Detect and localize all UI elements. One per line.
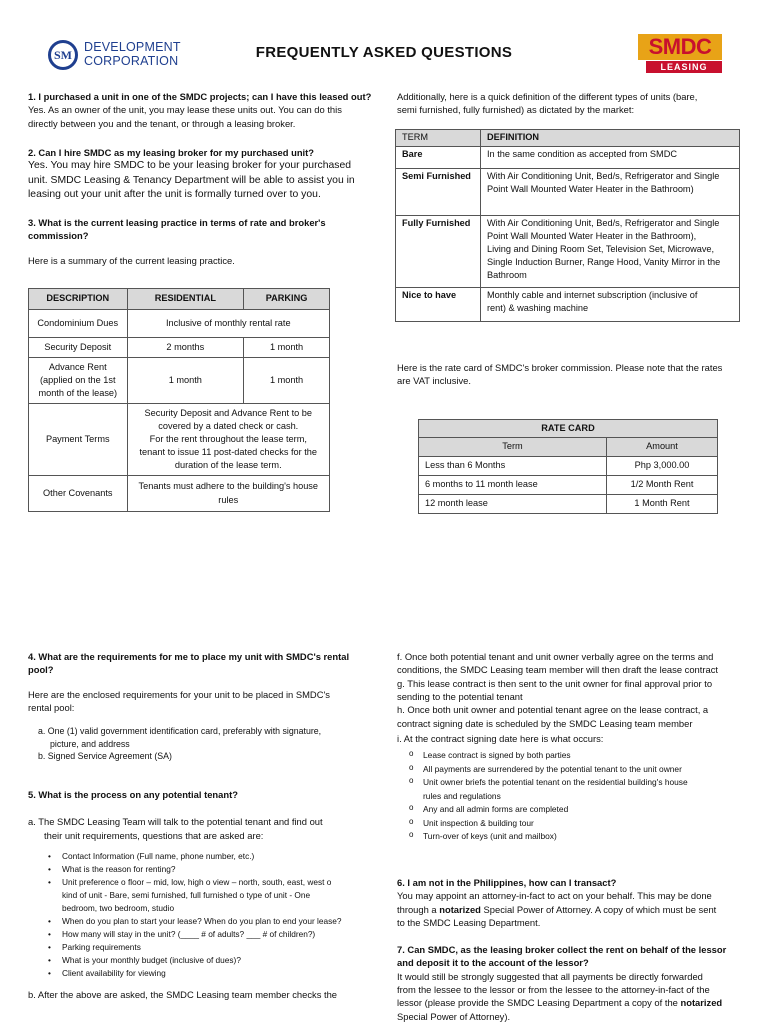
rate-card-intro: Here is the rate card of SMDC's broker commission. Please note that the rates are VAT inclusive. xyxy=(397,362,723,387)
requirements-list: a. One (1) valid government identification card, preferably with signature, picture, and address b. Signed Service Agreement (SA) xyxy=(38,726,322,762)
smdc-logo-text: SMDC xyxy=(648,34,712,59)
table-row: Other Covenants Tenants must adhere to the building's house rules xyxy=(29,476,330,512)
sm-logo-mark: SM xyxy=(48,40,78,70)
q3-question-1: 3. What is the current leasing practice in terms of rate and broker's xyxy=(28,217,326,228)
col-residential: RESIDENTIAL xyxy=(127,289,244,310)
table-row: Less than 6 Months Php 3,000.00 xyxy=(419,457,718,476)
table-row: Condominium Dues Inclusive of monthly rental rate xyxy=(29,310,330,338)
faq-q3 xyxy=(28,216,373,267)
q3-question-2: commission? xyxy=(28,230,89,242)
rate-card-table xyxy=(418,419,718,514)
leasing-practice-table xyxy=(28,288,330,512)
unit-types-intro: Additionally, here is a quick definition of the different types of units (bare, semi furnished, fully furnished) as dictated by the market: xyxy=(397,91,698,116)
unit-types-table xyxy=(395,129,740,322)
faq-q1 xyxy=(28,90,373,130)
col-description: DESCRIPTION xyxy=(29,289,128,310)
rate-card-title: RATE CARD xyxy=(419,420,718,438)
table-row: 12 month lease 1 Month Rent xyxy=(419,495,718,514)
table-header-row: Term Amount xyxy=(419,438,718,457)
faq-q6: 6. I am not in the Philippines, how can I transact? You may appoint an attorney-in-fact to act on your behalf. This may be done through a notarized Special Power of Attorney. A copy of which must be sent to the SMDC Leasing Department. xyxy=(397,877,717,929)
q2-answer-1: Yes. You may hire SMDC to be your leasing broker for your purchased xyxy=(28,160,352,172)
faq-q4: 4. What are the requirements for me to place my unit with SMDC's rental pool? Here are the enclosed requirements for your unit to be placed in SMDC's rental pool: a. One (1) valid government identification card, preferably with signature, picture, and address b. Signed Service Agreement (SA) xyxy=(28,650,373,763)
q2-answer-3: leasing out your unit after the unit is formally turned over to you. xyxy=(28,189,321,201)
q1-answer-2: directly between you and the tenant, or through a leasing broker. xyxy=(28,117,296,129)
table-row: Security Deposit 2 months 1 month xyxy=(29,338,330,358)
table-header-row xyxy=(396,130,740,147)
col-term: TERM xyxy=(396,130,481,147)
q2-answer-2: unit. SMDC Leasing & Tenancy Department will be able to assist you in xyxy=(28,174,355,186)
q1-answer-1: Yes. As an owner of the unit, you may lease these units out. You can do this xyxy=(28,104,342,116)
page-title: FREQUENTLY ASKED QUESTIONS xyxy=(255,44,513,61)
table-title-row xyxy=(419,420,718,438)
table-row: Payment Terms Security Deposit and Advance Rent to be covered by a dated check or cash. For the rent throughout the lease term, tenant to issue 11 post-dated checks for the duration of the lease term. xyxy=(29,404,330,476)
table-row: Advance Rent (applied on the 1st month of the lease) 1 month 1 month xyxy=(29,358,330,404)
col-definition: DEFINITION xyxy=(481,130,740,147)
col-parking: PARKING xyxy=(244,289,330,310)
table-header-row xyxy=(29,289,330,310)
sm-logo-text: DEVELOPMENT CORPORATION xyxy=(84,40,181,68)
table-row: Semi Furnished With Air Conditioning Unit, Bed/s, Refrigerator and Single Point Wall Mounted Water Heater in the Bathroom) xyxy=(396,169,740,216)
leasing-logo-text: LEASING xyxy=(646,61,722,73)
q2-question: 2. Can I hire SMDC as my leasing broker for my purchased unit? xyxy=(28,147,315,158)
signing-steps-list: o Lease contract is signed by both parties o All payments are surrendered by the potential tenant to the unit owner o Unit owner briefs the potential tenant on the residential building's house rules and regulations o Any and all admin forms are completed o Unit inspection & building tour o Turn-over of keys (unit and mailbox) xyxy=(397,749,745,843)
table-row: Nice to have Monthly cable and internet subscription (inclusive of rent) & washing machine xyxy=(396,288,740,322)
table-row: Fully Furnished With Air Conditioning Unit, Bed/s, Refrigerator and Single Point Wall Mounted Water Heater in the Bathroom), Living and Dining Room Set, Television Set, Microwave, Single Induction Burner, Range Hood, Vanity Mirror in the Bathroom xyxy=(396,216,740,288)
smdc-leasing-logo xyxy=(638,34,722,74)
table-row: 6 months to 11 month lease 1/2 Month Rent xyxy=(419,476,718,495)
faq-q7: 7. Can SMDC, as the leasing broker collect the rent on behalf of the lessor and deposit it to the account of the lessor? It would still be strongly suggested that all payments be directly forwarded from the lessee to the lessor or from the lessee to the attorney-in-fact of the lessor (please provide the SMDC Leasing Department a copy of the notarized Special Power of Attorney). xyxy=(397,944,727,1022)
q3-intro: Here is a summary of the current leasing practice. xyxy=(28,254,235,266)
tenant-questions-list: • Contact Information (Full name, phone number, etc.) • What is the reason for renting? • Unit preference o floor – mid, low, high o view – north, south, east, west o kind of unit - Bare, semi furnished, full furnished o type of unit - One bedroom, two bedroom, studio • When do you plan to start your lease? When do you plan to end your lease? • How many will stay in the unit? (____ # of adults? ___ # of children?) • Parking requirements • What is your monthly budget (inclusive of dues)? • Client availability for viewing xyxy=(28,850,373,980)
faq-q2 xyxy=(28,146,373,203)
table-row: Bare In the same condition as accepted from SMDC xyxy=(396,147,740,169)
faq-q5: 5. What is the process on any potential tenant? a. The SMDC Leasing Team will talk to the potential tenant and find out their unit requirements, questions that are asked are: • Contact Information (Full name, phone number, etc.) • What is the reason for renting? • Unit preference o floor – mid, low, high o view – north, south, east, west o kind of unit - Bare, semi furnished, full furnished o type of unit - One bedroom, two bedroom, studio • When do you plan to start your lease? When do you plan to end your lease? • How many will stay in the unit? (____ # of adults? ___ # of children?) • Parking requirements • What is your monthly budget (inclusive of dues)? • Client availability for viewing b. After the above are asked, the SMDC Leasing team member checks the xyxy=(28,788,373,1002)
process-steps-continued: f. Once both potential tenant and unit owner verbally agree on the terms and conditions, the SMDC Leasing team member will then draft the lease contract g. This lease contract is then sent to the unit owner for final approval prior to sending to the potential tenant h. Once both unit owner and potential tenant agree on the lease contract, a contract signing date is scheduled by the SMDC Leasing team member i. At the contract signing date here is what occurs: o Lease contract is signed by both parties o All payments are surrendered by the potential tenant to the unit owner o Unit owner briefs the potential tenant on the residential building's house rules and regulations o Any and all admin forms are completed o Unit inspection & building tour o Turn-over of keys (unit and mailbox) xyxy=(397,650,745,843)
q1-question: 1. I purchased a unit in one of the SMDC projects; can I have this leased out? xyxy=(28,91,372,102)
